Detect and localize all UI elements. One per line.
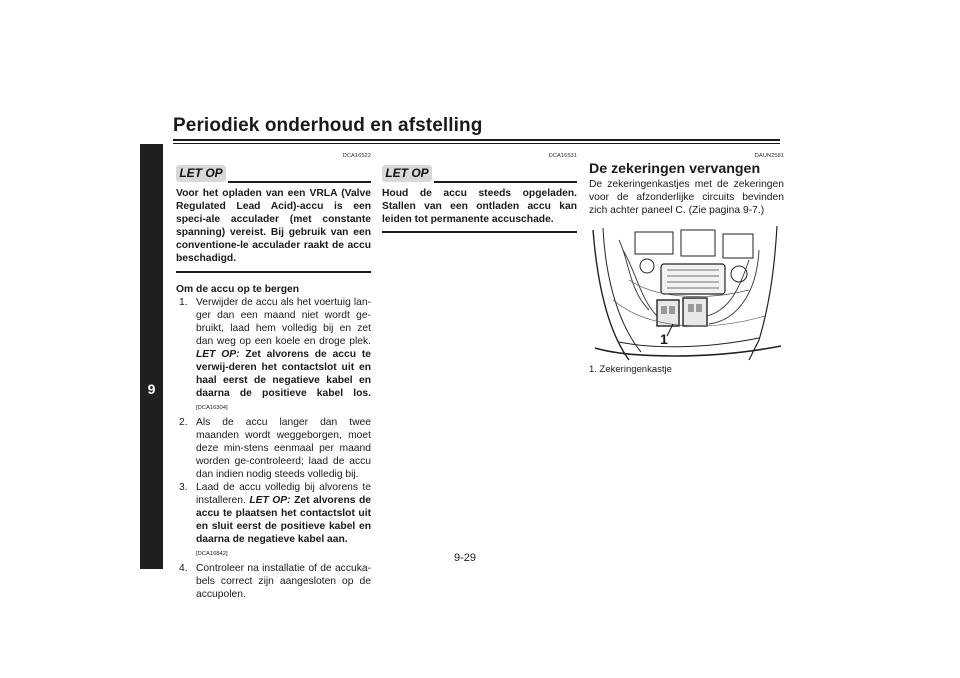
storage-heading: Om de accu op te bergen bbox=[176, 283, 300, 295]
step-warning: Zet alvorens de accu te plaatsen het contactslot uit en sluit eerst de positieve kabel en daarna de negatieve kabel aan. bbox=[196, 495, 371, 546]
header-rule bbox=[173, 139, 780, 141]
step-text: Als de accu langer dan twee maanden wordt weggeborgen, moet deze min-stens eenmaal per maand worden ge-controleerd; laad de accu dan indien nodig steeds volledig bij. bbox=[196, 416, 371, 480]
step-warning: Zet alvorens de accu te verwij-deren het contactslot uit en haal eerst de negatieve kabel en daarna de positieve kabel los. bbox=[196, 349, 371, 400]
section-text: De zekeringenkastjes met de zekeringen voor de afzonderlijke circuits bevinden zich achter paneel C. (Zie pagina 9-7.) bbox=[589, 179, 784, 217]
figure-caption: 1. Zekeringenkastje bbox=[589, 364, 672, 376]
header-rule-thin bbox=[173, 143, 780, 144]
step-text-plain: Verwijder de accu als het voertuig lan-ger dan een maand niet wordt ge-bruikt, laad hem volledig bij en zet dan weg op een koele en droge plek. bbox=[196, 296, 371, 347]
caution-code: DCA16531 bbox=[548, 153, 577, 159]
step-code: [DCA16842] bbox=[196, 551, 228, 558]
step-text-plain: Laad de accu volledig bij alvorens te installeren. bbox=[196, 481, 371, 507]
list-item bbox=[176, 562, 371, 601]
caution-code: DCA16522 bbox=[342, 153, 371, 159]
step-text bbox=[196, 481, 371, 562]
step-number: 3. bbox=[179, 481, 188, 493]
fuse-box-illustration bbox=[589, 220, 784, 362]
caution-text: Voor het opladen van een VRLA (Valve Regulated Lead Acid)-accu is een speci-ale acculader (met constante spanning) vereist. Bij gebruik van een conventione-le acculader raakt de accu beschadigd. bbox=[176, 188, 371, 265]
fuse-box-drawing bbox=[589, 220, 784, 362]
step-code: [DCA16304] bbox=[196, 405, 228, 412]
list-item bbox=[176, 416, 371, 481]
step-text: Controleer na installatie of de accuka-bels correct zijn aangesloten op de accupolen. bbox=[196, 562, 371, 600]
section-title: De zekeringen vervangen bbox=[589, 161, 761, 177]
list-item bbox=[176, 296, 371, 416]
section-code: DAUN2581 bbox=[754, 153, 784, 159]
caution-end-rule bbox=[382, 231, 577, 233]
step-warning-label: LET OP: bbox=[249, 495, 291, 507]
column-2 bbox=[382, 152, 577, 233]
caution-end-rule bbox=[176, 271, 371, 273]
step-number: 1. bbox=[179, 296, 188, 308]
list-item bbox=[176, 481, 371, 562]
caution-rule bbox=[434, 181, 577, 183]
caution-heading bbox=[176, 161, 371, 185]
caution-text: Houd de accu steeds opgeladen. Stallen van een ontladen accu kan leiden tot permanente accuschade. bbox=[382, 188, 577, 226]
column-3 bbox=[589, 152, 784, 376]
step-number: 4. bbox=[179, 562, 188, 574]
figure-callout-label: 1 bbox=[660, 331, 668, 348]
column-1 bbox=[176, 152, 371, 601]
step-text bbox=[196, 296, 371, 416]
page-header-title: Periodiek onderhoud en afstelling bbox=[173, 115, 483, 136]
caution-badge: LET OP bbox=[176, 165, 226, 182]
caution-badge: LET OP bbox=[382, 165, 432, 182]
step-warning-label: LET OP: bbox=[196, 349, 240, 361]
caution-heading bbox=[382, 161, 577, 185]
page-number: 9-29 bbox=[454, 552, 477, 564]
chapter-tab bbox=[140, 144, 163, 569]
storage-steps bbox=[176, 296, 371, 601]
step-number: 2. bbox=[179, 416, 188, 428]
chapter-number: 9 bbox=[147, 381, 156, 397]
caution-rule bbox=[228, 181, 371, 183]
